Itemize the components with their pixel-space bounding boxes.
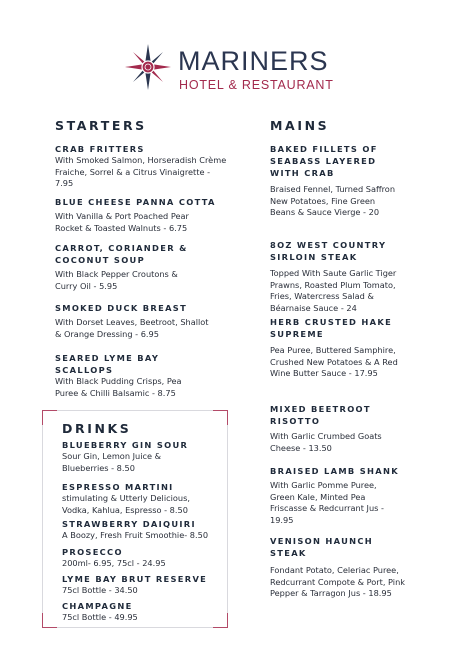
main-item (270, 143, 396, 219)
brand-subtitle: HOTEL & RESTAURANT (179, 78, 334, 92)
item-description: With Vanilla & Port Poached Pear Rocket & Toasted Walnuts - 6.75 (55, 211, 189, 233)
item-title: CARROT, CORIANDER & COCONUT SOUP (55, 243, 188, 265)
frame-corner (42, 410, 57, 425)
drink-item (62, 518, 222, 542)
item-title: SEARED LYME BAY SCALLOPS (55, 353, 160, 375)
drink-item (62, 439, 222, 474)
item-description: 75cl Bottle - 34.50 (62, 585, 138, 595)
item-description: With Dorset Leaves, Beetroot, Shallot & Orange Dressing - 6.95 (55, 317, 209, 339)
frame-line (227, 424, 228, 614)
main-item (270, 465, 420, 526)
item-description: With Black Pepper Croutons & Curry Oil - 5.95 (55, 269, 178, 291)
main-item (270, 403, 380, 454)
item-title: SMOKED DUCK BREAST (55, 303, 188, 313)
brand-name: MARINERS (178, 46, 329, 76)
drink-item (62, 573, 222, 597)
item-description: Topped With Saute Garlic Tiger Prawns, Roasted Plum Tomato, Fries, Watercress Salad & Béarnaise Sauce - 24 (270, 268, 397, 313)
item-description: 75cl Bottle - 49.95 (62, 612, 138, 622)
item-title: 8OZ WEST COUNTRY SIRLOIN STEAK (270, 240, 387, 262)
starter-item (55, 302, 230, 340)
frame-corner (213, 410, 228, 425)
frame-line (56, 627, 214, 628)
item-title: BAKED FILLETS OF SEABASS LAYERED WITH CRAB (270, 144, 378, 178)
item-description: Sour Gin, Lemon Juice & Blueberries - 8.50 (62, 451, 162, 473)
drink-item (62, 481, 222, 516)
frame-line (42, 424, 43, 614)
starter-item (55, 143, 230, 190)
main-item (270, 535, 405, 600)
item-title: ESPRESSO MARTINI (62, 482, 174, 492)
frame-corner (42, 613, 57, 628)
item-description: With Garlic Pomme Puree, Green Kale, Minted Pea Friscasse & Redcurrant Jus - 19.95 (270, 480, 384, 525)
compass-rose-icon (125, 44, 171, 90)
item-description: With Smoked Salmon, Horseradish Crème Fraiche, Sorrel & a Citrus Vinaigrette - 7.95 (55, 155, 227, 188)
item-description: Fondant Potato, Celeriac Puree, Redcurrant Compote & Port, Pink Pepper & Tarragon Jus - 18.95 (270, 565, 405, 598)
item-description: Pea Puree, Buttered Samphire, Crushed New Potatoes & A Red Wine Butter Sauce - 17.95 (270, 345, 398, 378)
mains-heading: MAINS (270, 118, 330, 133)
item-title: CRAB FRITTERS (55, 144, 145, 154)
starter-item (55, 352, 182, 399)
main-item (270, 239, 395, 314)
item-title: BRAISED LAMB SHANK (270, 466, 399, 476)
item-title: BLUEBERRY GIN SOUR (62, 440, 189, 450)
item-description: A Boozy, Fresh Fruit Smoothie- 8.50 (62, 530, 209, 540)
item-description: 200ml- 6.95, 75cl - 24.95 (62, 558, 166, 568)
item-title: STRAWBERRY DAIQUIRI (62, 519, 196, 529)
drink-item (62, 600, 222, 624)
item-description: With Black Pudding Crisps, Pea Puree & Chilli Balsamic - 8.75 (55, 376, 182, 398)
item-description: Braised Fennel, Turned Saffron New Potatoes, Fine Green Beans & Sauce Vierge - 20 (270, 184, 396, 217)
item-title: HERB CRUSTED HAKE SUPREME (270, 317, 393, 339)
item-title: PROSECCO (62, 547, 123, 557)
starters-heading: STARTERS (55, 118, 147, 133)
drinks-heading: DRINKS (62, 421, 132, 436)
drink-item (62, 546, 222, 570)
item-title: LYME BAY BRUT RESERVE (62, 574, 208, 584)
item-title: CHAMPAGNE (62, 601, 133, 611)
item-title: VENISON HAUNCH STEAK (270, 536, 374, 558)
item-title: MIXED BEETROOT RISOTTO (270, 404, 371, 426)
item-description: With Garlic Crumbed Goats Cheese - 13.50 (270, 431, 382, 453)
starter-item (55, 196, 235, 234)
item-description: stimulating & Utterly Delicious, Vodka, Kahlua, Espresso - 8.50 (62, 493, 190, 515)
starter-item (55, 242, 205, 292)
main-item (270, 316, 398, 380)
frame-line (56, 410, 214, 411)
item-title: BLUE CHEESE PANNA COTTA (55, 197, 216, 207)
